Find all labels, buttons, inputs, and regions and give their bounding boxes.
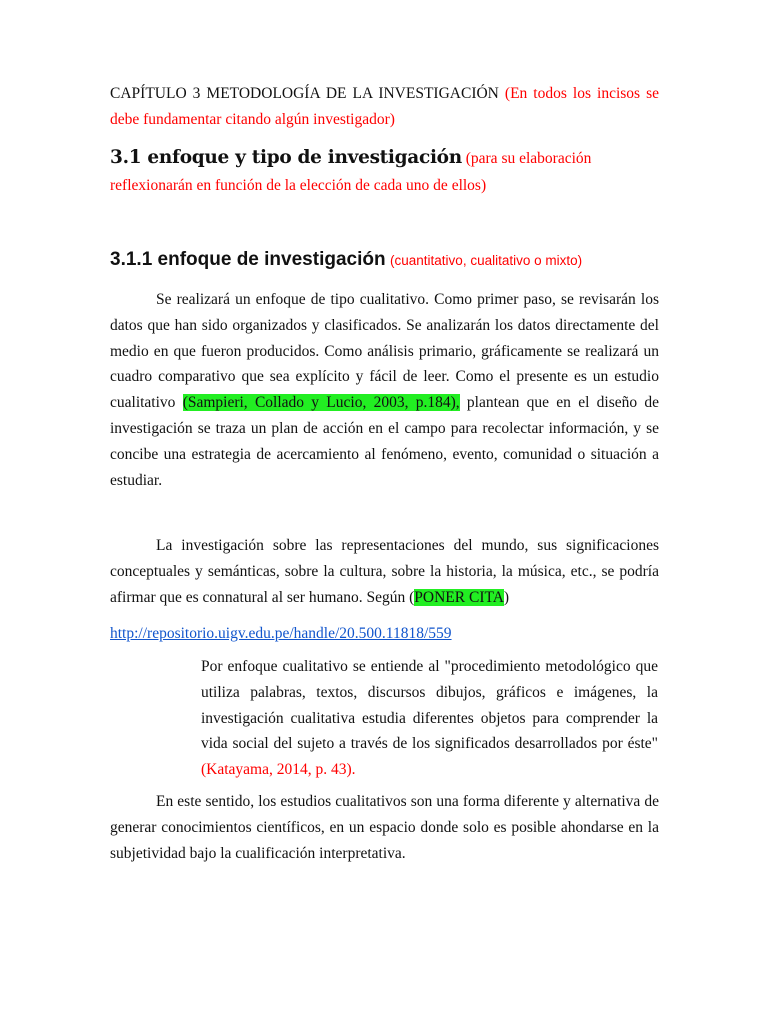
section-3-1-heading xyxy=(110,144,659,199)
section-3-1-1-heading xyxy=(110,245,659,276)
chapter-heading xyxy=(110,81,659,133)
poner-cita-highlight: PONER CITA xyxy=(414,588,504,606)
paragraph-enfoque-text-after: plantean que en el diseño de investigación se traza un plan de acción en el campo para recolectar información, y se concibe una estrategia de acercamiento al fenómeno, evento, comunidad o situación a estudiar. xyxy=(110,394,659,489)
repositorio-link[interactable]: http://repositorio.uigv.edu.pe/handle/20.500.11818/559 xyxy=(110,625,452,642)
paragraph-representaciones xyxy=(110,533,659,610)
chapter-title: CAPÍTULO 3 METODOLOGÍA DE LA INVESTIGACIÓN xyxy=(110,85,499,102)
paragraph-representaciones-text: La investigación sobre las representaciones del mundo, sus significaciones conceptuales y semánticas, sobre la cultura, sobre la historia, la música, etc., se podría afirmar que es connatural al ser humano. Según ( xyxy=(110,537,659,606)
paragraph-sentido: En este sentido, los estudios cualitativos son una forma diferente y alternativa de generar conocimientos científicos, en un espacio donde solo es posible ahondarse en la subjetividad bajo la cualificación interpretativa. xyxy=(110,793,659,862)
block-quote-text: Por enfoque cualitativo se entiende al "procedimiento metodológico que utiliza palabras, textos, discursos dibujos, gráficos e imágenes, la investigación cualitativa estudia diferentes objetos para comprender la vida social del sujeto a través de los significados desarrollados por éste" xyxy=(201,658,658,753)
paragraph-representaciones-close: ) xyxy=(503,588,510,606)
section-3-1-note: (para su elaboración reflexionarán en función de la elección de cada uno de ellos) xyxy=(110,150,592,194)
katayama-citation: (Katayama, 2014, p. 43). xyxy=(201,761,356,779)
chapter-note: (En todos los incisos se debe fundamentar citando algún investigador) xyxy=(110,85,660,128)
section-3-1-1-note: (cuantitativo, cualitativo o mixto) xyxy=(390,253,583,268)
sampieri-citation-highlight: (Sampieri, Collado y Lucio, 2003, p.184), xyxy=(182,394,460,412)
block-quote xyxy=(201,654,658,783)
paragraph-enfoque-text-before: Se realizará un enfoque de tipo cualitativo. Como primer paso, se revisarán los datos que han sido organizados y clasificados. Se analizarán los datos directamente del medio en que fueron producidos. Como análisis primario, gráficamente se realizará un cuadro comparativo que sea explícito y fácil de leer. Como el presente es un estudio cualitativo xyxy=(110,291,659,412)
paragraph-enfoque xyxy=(110,287,659,493)
section-3-1-title: 3.1 enfoque y tipo de investigación xyxy=(110,147,462,168)
section-3-1-1-title: 3.1.1 enfoque de investigación xyxy=(110,249,386,270)
